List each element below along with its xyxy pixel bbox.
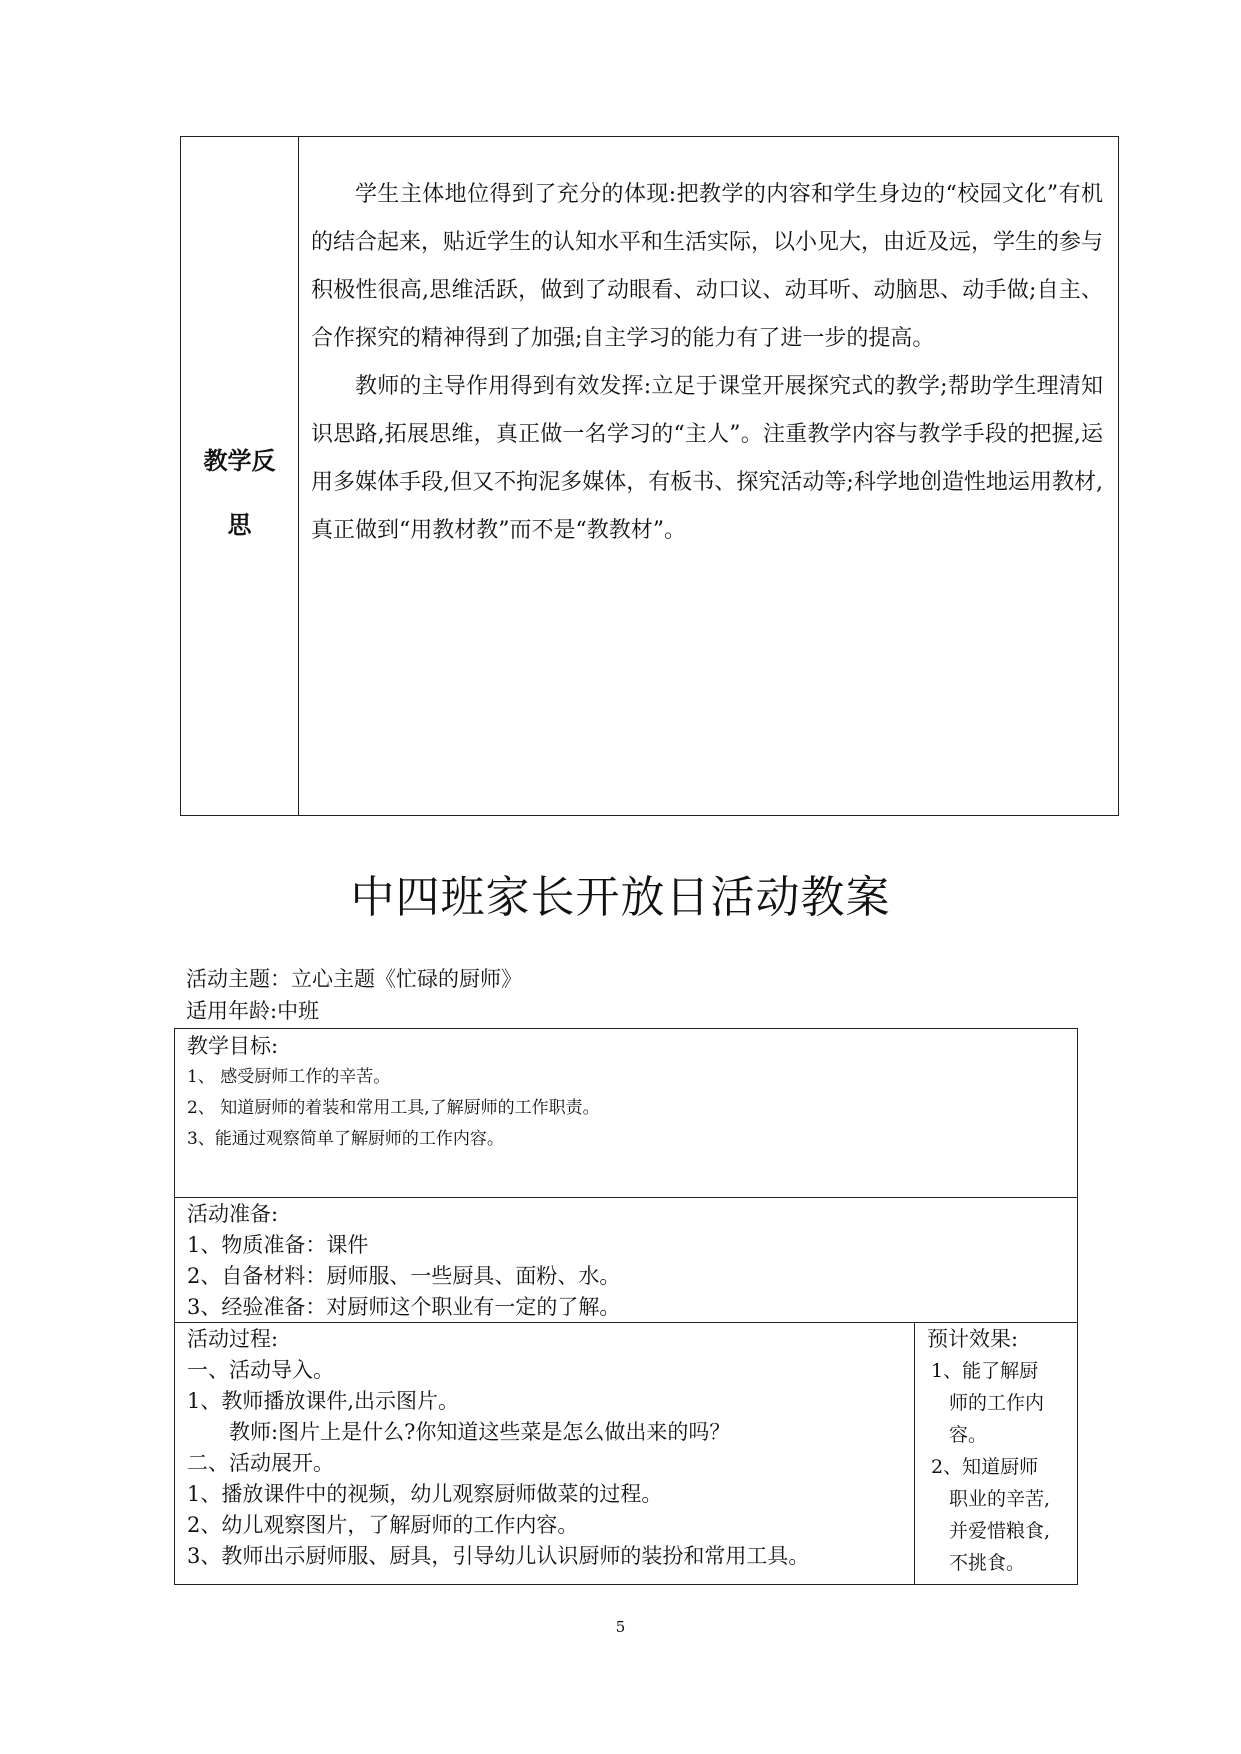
preparation-item: 1、物质准备：课件: [187, 1233, 369, 1257]
column-divider: [914, 1322, 915, 1584]
preparation-item: 3、经验准备：对厨师这个职业有一定的了解。: [187, 1295, 621, 1319]
effects-line: 不挑食。: [949, 1552, 1026, 1574]
reflection-paragraph-2: 教师的主导作用得到有效发挥:立足于课堂开展探究式的教学;帮助学生理清知识思路,拓展思维，真正做一名学习的“主人”。注重教学内容与教学手段的把握,运用多媒体手段,但又不拘泥多媒体，有板书、探究活动等;科学地创造性地运用教材,真正做到“用教材教”而不是“教教材”。: [311, 374, 1103, 543]
effects-line: 职业的辛苦,: [949, 1488, 1051, 1510]
effects-line: 并爱惜粮食,: [949, 1520, 1051, 1542]
preparation-section: [187, 1199, 620, 1323]
process-heading: 活动过程:: [187, 1327, 279, 1351]
row-divider: [175, 1197, 1077, 1198]
goals-item: 2、 知道厨师的着装和常用工具,了解厨师的工作职责。: [187, 1098, 600, 1118]
effects-line: 师的工作内: [949, 1392, 1045, 1414]
process-line: 教师:图片上是什么?你知道这些菜是怎么做出来的吗？: [229, 1420, 731, 1444]
reflection-label: 教学反 思: [203, 446, 276, 539]
goals-item: 3、能通过观察简单了解厨师的工作内容。: [187, 1129, 504, 1149]
reflection-table: [180, 136, 1119, 816]
preparation-item: 2、自备材料：厨师服、一些厨具、面粉、水。: [187, 1264, 621, 1288]
goals-heading: 教学目标:: [187, 1034, 279, 1058]
process-section: [187, 1324, 809, 1572]
plan-theme: 活动主题：立心主题《忙碌的厨师》: [186, 967, 522, 991]
preparation-heading: 活动准备:: [187, 1202, 279, 1226]
plan-age: 适用年龄:中班: [186, 999, 320, 1023]
process-line: 1、教师播放课件,出示图片。: [187, 1389, 460, 1413]
process-line: 3、教师出示厨师服、厨具，引导幼儿认识厨师的装扮和常用工具。: [187, 1544, 810, 1568]
effects-line: 容。: [949, 1424, 988, 1446]
reflection-paragraph-1: 学生主体地位得到了充分的体现:把教学的内容和学生身边的“校园文化”有机的结合起来，贴近学生的认知水平和生活实际，以小见大，由近及远，学生的参与积极性很高,思维活跃，做到了动眼看、动口议、动耳听、动脑思、动手做;自主、合作探究的精神得到了加强;自主学习的能力有了进一步的提高。: [311, 182, 1104, 351]
reflection-label-cell: [181, 137, 299, 815]
process-line: 1、播放课件中的视频，幼儿观察厨师做菜的过程。: [187, 1482, 663, 1506]
effects-line: 1、能了解厨: [931, 1360, 1039, 1382]
goals-section: [187, 1031, 600, 1155]
effects-heading: 预计效果:: [927, 1327, 1019, 1351]
process-line: 二、活动展开。: [187, 1451, 334, 1475]
process-line: 一、活动导入。: [187, 1358, 334, 1382]
goals-item: 1、 感受厨师工作的辛苦。: [187, 1067, 391, 1087]
plan-title: 中四班家长开放日活动教案: [350, 872, 891, 923]
plan-table: [174, 1028, 1078, 1585]
process-line: 2、幼儿观察图片，了解厨师的工作内容。: [187, 1513, 579, 1537]
effects-section: [927, 1324, 1050, 1579]
page-number: 5: [615, 1618, 626, 1636]
effects-line: 2、知道厨师: [931, 1456, 1039, 1478]
reflection-body: [311, 171, 1103, 555]
